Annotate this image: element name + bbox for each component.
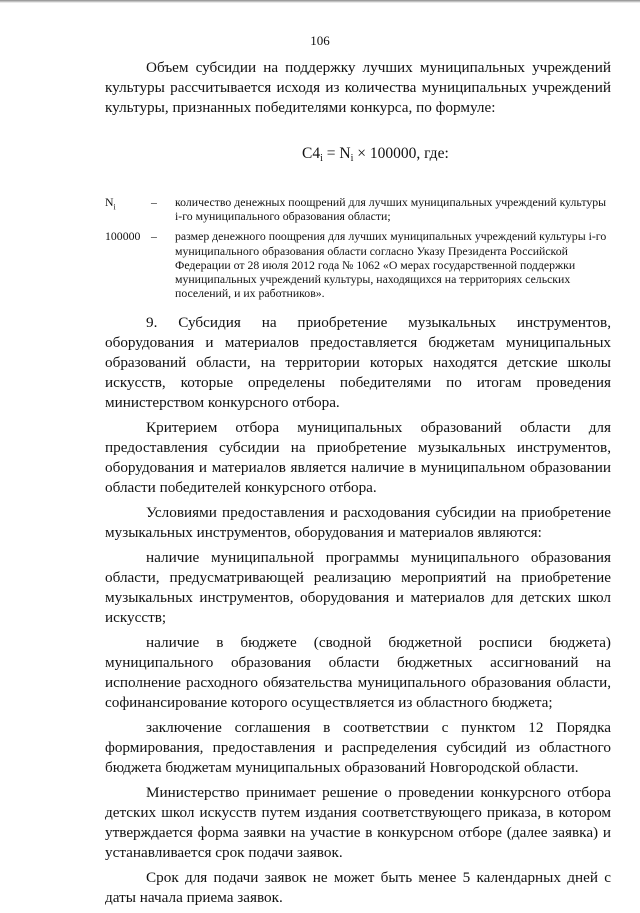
definition-text: количество денежных поощрений для лучших муниципальных учреждений культуры i-го муниципального образования области; bbox=[175, 195, 607, 224]
paragraph-conditions-intro: Условиями предоставления и расходования субсидии на приобретение музыкальных инструментов, оборудования и материалов являются: bbox=[105, 504, 611, 542]
paragraph-subsidy-volume: Объем субсидии на поддержку лучших муниципальных учреждений культуры рассчитывается исходя из количества муниципальных учреждений культуры, признанных победителями конкурса, по формуле: bbox=[105, 59, 611, 116]
paragraph-condition-agreement: заключение соглашения в соответствии с пунктом 12 Порядка формирования, предоставления и распределения субсидий из областного бюджета бюджетам муниципальных образований Новгородской области. bbox=[105, 719, 611, 777]
document-body bbox=[105, 58, 611, 913]
definition-dash: – bbox=[151, 229, 157, 244]
definition-row bbox=[105, 229, 611, 300]
paragraph-selection-criterion: Критерием отбора муниципальных образований области для предоставления субсидии на приобретение музыкальных инструментов, оборудования и материалов является наличие в муниципальном образовании области победителей конкурсного отбора. bbox=[105, 419, 611, 497]
formula bbox=[105, 144, 611, 169]
definition-term bbox=[105, 229, 151, 300]
definition-row bbox=[105, 195, 611, 223]
page-number: 106 bbox=[310, 33, 330, 48]
formula-lhs: С4 bbox=[302, 145, 321, 162]
formula-variable-subscript: i bbox=[350, 153, 354, 164]
formula-variable: N bbox=[339, 145, 351, 162]
paragraph-condition-budget: наличие в бюджете (сводной бюджетной росписи бюджета) муниципального образования области бюджетных ассигнований на исполнение расходного обязательства муниципального образования области, софинансирование которого осуществляется из областного бюджета; bbox=[105, 634, 611, 712]
definition-dash: – bbox=[151, 195, 157, 209]
definition-text: размер денежного поощрения для лучших муниципальных учреждений культуры i-го муниципального образования области согласно Указу Президента Российской Федерации от 28 июля 2012 года № 1062 «О мерах государственной поддержки муниципальных учреждений культуры, находящихся на территориях сельских поселений, и их работников». bbox=[175, 229, 607, 301]
formula-equals: = bbox=[322, 145, 340, 162]
formula-rest: × 100000, где: bbox=[353, 145, 449, 162]
definition-term-text: N bbox=[105, 195, 114, 209]
scan-top-edge bbox=[0, 0, 640, 3]
definition-term-subscript: i bbox=[113, 202, 116, 212]
definition-term bbox=[105, 195, 151, 223]
paragraph-item-9: 9. Субсидия на приобретение музыкальных инструментов, оборудования и материалов предоставляется бюджетам муниципальных образований области, на территории которых находятся детские школы искусств, которые определены победителями по итогам проведения министерством конкурсного отбора. bbox=[105, 314, 611, 412]
definition-term-text: 100000 bbox=[105, 229, 141, 244]
paragraph-ministry-decision: Министерство принимает решение о проведении конкурсного отбора детских школ искусств путем издания соответствующего приказа, в котором утверждается форма заявки на участие в конкурсном отборе (далее заявка) и устанавливается срок подачи заявок. bbox=[105, 784, 611, 862]
formula-lhs-subscript: i bbox=[320, 153, 323, 164]
paragraph-application-deadline: Срок для подачи заявок не может быть менее 5 календарных дней с даты начала приема заявок. bbox=[105, 869, 611, 907]
paragraph-condition-program: наличие муниципальной программы муниципального образования области, предусматривающей реализацию мероприятий на приобретение музыкальных инструментов, оборудования и материалов для детских школ искусств; bbox=[105, 549, 611, 627]
formula-definitions bbox=[105, 195, 611, 300]
